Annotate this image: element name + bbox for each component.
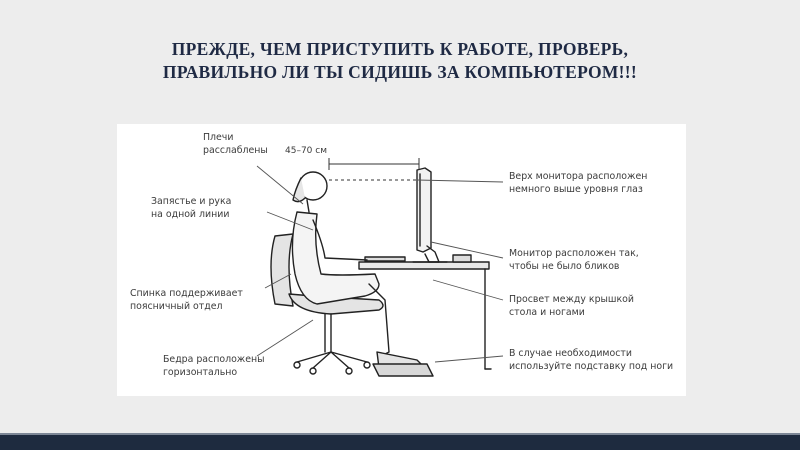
person-drawing — [292, 172, 433, 376]
label-shoulders-line-1: Плечи — [203, 132, 234, 143]
label-footrest-line-1: В случае необходимости — [509, 348, 632, 359]
label-wrist-line-2: на одной линии — [151, 208, 230, 220]
ergonomics-illustration — [117, 124, 686, 396]
monitor-drawing — [413, 168, 447, 262]
label-monitor-top-line-2: немного выше уровня глаз — [509, 183, 643, 195]
chair-drawing — [271, 234, 383, 374]
label-wrist-line-1: Запястье и рука — [151, 196, 232, 207]
label-hips-line-1: Бедра расположены — [163, 354, 265, 365]
label-footrest-line-2: используйте подставку под ноги — [509, 360, 674, 372]
distance-dimension — [329, 158, 419, 180]
label-legroom — [509, 294, 634, 319]
label-legroom-line-2: стола и ногами — [509, 306, 585, 318]
label-back — [130, 288, 243, 313]
label-monitor-top-line-1: Верх монитора расположен — [509, 171, 648, 182]
speaker-drawing — [453, 255, 471, 262]
label-back-line-2: поясничный отдел — [130, 300, 223, 312]
label-legroom-line-1: Просвет между крышкой — [509, 294, 635, 305]
label-monitor-glare-line-1: Монитор расположен так, — [509, 248, 639, 259]
label-hips-line-2: горизонтально — [163, 366, 238, 378]
distance-label: 45–70 см — [285, 146, 328, 156]
label-shoulders — [203, 132, 268, 157]
footer-accent-stripe — [0, 433, 800, 435]
slide-footer-bar — [0, 433, 800, 450]
label-back-line-1: Спинка поддерживает — [130, 288, 243, 299]
slide-title-line-2: ПРАВИЛЬНО ЛИ ТЫ СИДИШЬ ЗА КОМПЬЮТЕРОМ!!! — [162, 62, 638, 82]
keyboard-drawing — [365, 257, 405, 261]
label-monitor-top — [509, 171, 647, 196]
label-shoulders-line-2: расслаблены — [203, 144, 268, 156]
label-monitor-glare — [509, 248, 639, 273]
slide-title-line-1: ПРЕЖДЕ, ЧЕМ ПРИСТУПИТЬ К РАБОТЕ, ПРОВЕРЬ, — [171, 39, 629, 59]
label-wrist — [151, 196, 231, 221]
label-monitor-glare-line-2: чтобы не было бликов — [509, 260, 620, 272]
label-hips — [163, 354, 265, 379]
label-footrest — [509, 348, 673, 373]
slide-title — [60, 38, 740, 84]
